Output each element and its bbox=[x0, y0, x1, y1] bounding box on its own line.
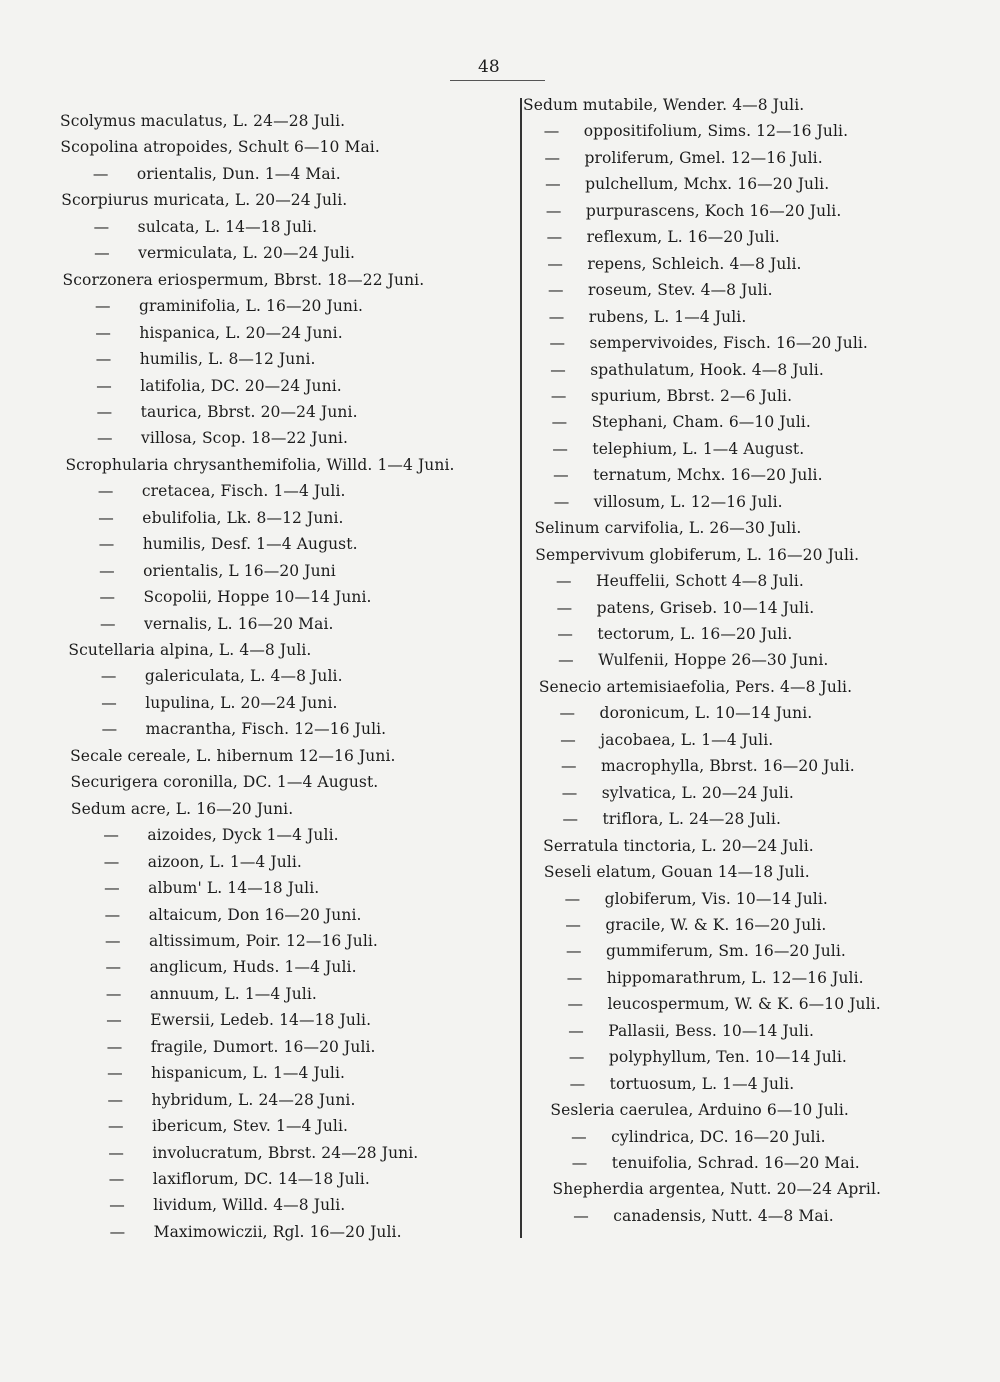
page-number-rule bbox=[450, 80, 545, 81]
entry-text: Stephani, Cham. 6—10 Juli. bbox=[591, 413, 811, 432]
entry-text: Scutellaria alpina, L. 4—8 Juli. bbox=[68, 641, 312, 659]
entry-text: Scrophularia chrysanthemifolia, Willd. 1—4 Juni. bbox=[65, 455, 455, 474]
continuation-dash: — bbox=[108, 1170, 125, 1188]
entry-text: album' L. 14—18 Juli. bbox=[148, 879, 320, 898]
continuation-dash: — bbox=[571, 1127, 587, 1146]
entry-text: lupulina, L. 20—24 Juni. bbox=[145, 693, 338, 712]
entry-text: gummiferum, Sm. 16—20 Juli. bbox=[606, 942, 846, 961]
continuation-dash: — bbox=[569, 1074, 586, 1093]
entry-text: graminifolia, L. 16—20 Juni. bbox=[138, 297, 364, 316]
entry-text: orientalis, L 16—20 Juni bbox=[143, 561, 336, 580]
continuation-dash: — bbox=[96, 376, 112, 395]
entry-text: Scolymus maculatus, L. 24—28 Juli. bbox=[60, 112, 346, 130]
entry-text: tortuosum, L. 1—4 Juli. bbox=[609, 1074, 795, 1093]
continuation-dash: — bbox=[546, 228, 563, 247]
continuation-dash: — bbox=[559, 704, 576, 723]
entry-text: laxiflorum, DC. 14—18 Juli. bbox=[152, 1170, 370, 1188]
entry-text: ibericum, Stev. 1—4 Juli. bbox=[151, 1117, 349, 1136]
entry-text: ternatum, Mchx. 16—20 Juli. bbox=[593, 466, 823, 485]
entry-text: galericulata, L. 4—8 Juli. bbox=[144, 667, 343, 686]
entry-text: taurica, Bbrst. 20—24 Juni. bbox=[140, 402, 358, 421]
list-item bbox=[71, 800, 293, 818]
continuation-dash: — bbox=[94, 297, 111, 316]
continuation-dash: — bbox=[107, 1117, 124, 1136]
list-item bbox=[543, 837, 814, 855]
entry-text: Serratula tinctoria, L. 20—24 Juli. bbox=[543, 836, 814, 855]
continuation-dash: — bbox=[551, 413, 568, 432]
page-number: 48 bbox=[478, 57, 500, 77]
entry-text: Selinum carvifolia, L. 26—30 Juli. bbox=[534, 519, 802, 538]
entry-text: hybridum, L. 24—28 Juni. bbox=[151, 1090, 356, 1109]
entry-text: Sempervivum globiferum, L. 16—20 Juli. bbox=[535, 545, 860, 564]
entry-text: ebulifolia, Lk. 8—12 Juni. bbox=[142, 508, 344, 527]
continuation-dash: — bbox=[97, 429, 113, 448]
continuation-dash: — bbox=[545, 175, 561, 194]
entry-text: Sesleria caerulea, Arduino 6—10 Juli. bbox=[550, 1101, 849, 1120]
continuation-dash: — bbox=[107, 1064, 123, 1083]
list-item bbox=[553, 1180, 882, 1198]
continuation-dash: — bbox=[567, 995, 584, 1014]
entry-text: Secale cereale, L. hibernum 12—16 Juni. bbox=[70, 746, 396, 765]
continuation-dash: — bbox=[99, 614, 116, 633]
continuation-dash: — bbox=[99, 588, 116, 607]
continuation-dash: — bbox=[573, 1206, 589, 1225]
entry-text: sulcata, L. 14—18 Juli. bbox=[137, 217, 318, 236]
continuation-dash: — bbox=[95, 350, 112, 369]
continuation-dash: — bbox=[544, 148, 561, 167]
list-item bbox=[71, 773, 379, 791]
entry-text: vernalis, L. 16—20 Mai. bbox=[143, 614, 334, 633]
list-item bbox=[70, 747, 395, 765]
entry-text: villosa, Scop. 18—22 Juni. bbox=[141, 429, 348, 448]
list-item bbox=[61, 191, 347, 209]
continuation-dash: — bbox=[101, 693, 117, 712]
continuation-dash: — bbox=[550, 360, 566, 379]
entry-text: altissimum, Poir. 12—16 Juli. bbox=[149, 931, 378, 950]
continuation-dash: — bbox=[107, 1090, 124, 1109]
continuation-dash: — bbox=[566, 968, 583, 987]
entry-text: oppositifolium, Sims. 12—16 Juli. bbox=[583, 122, 849, 141]
continuation-dash: — bbox=[568, 1021, 584, 1040]
list-item bbox=[550, 1101, 849, 1119]
entry-text: aizoon, L. 1—4 Juli. bbox=[147, 852, 302, 871]
entry-text: spurium, Bbrst. 2—6 Juli. bbox=[590, 386, 793, 405]
continuation-dash: — bbox=[96, 402, 113, 421]
entry-text: rubens, L. 1—4 Juli. bbox=[588, 307, 747, 326]
entry-text: macrantha, Fisch. 12—16 Juli. bbox=[145, 720, 387, 739]
entry-text: cylindrica, DC. 16—20 Juli. bbox=[611, 1127, 826, 1146]
entry-text: Scopolii, Hoppe 10—14 Juni. bbox=[143, 588, 372, 607]
continuation-dash: — bbox=[555, 572, 572, 591]
entry-text: globiferum, Vis. 10—14 Juli. bbox=[604, 889, 828, 908]
entry-text: telephium, L. 1—4 August. bbox=[592, 439, 805, 458]
continuation-dash: — bbox=[564, 889, 581, 908]
entry-text: Maximowiczii, Rgl. 16—20 Juli. bbox=[153, 1222, 402, 1241]
continuation-dash: — bbox=[557, 625, 573, 643]
continuation-dash: — bbox=[101, 720, 118, 739]
list-item bbox=[539, 678, 852, 696]
continuation-dash: — bbox=[553, 492, 570, 511]
entry-text: pulchellum, Mchx. 16—20 Juli. bbox=[585, 175, 830, 194]
continuation-dash: — bbox=[95, 323, 111, 342]
continuation-dash: — bbox=[545, 201, 562, 220]
entry-text: Securigera coronilla, DC. 1—4 August. bbox=[70, 773, 379, 792]
list-item bbox=[60, 112, 345, 130]
continuation-dash: — bbox=[98, 508, 114, 527]
entry-text: doronicum, L. 10—14 Juni. bbox=[599, 704, 813, 723]
entry-text: sylvatica, L. 20—24 Juli. bbox=[601, 783, 794, 802]
list-item bbox=[63, 271, 425, 289]
entry-text: macrophylla, Bbrst. 16—20 Juli. bbox=[601, 757, 855, 776]
continuation-dash: — bbox=[98, 535, 115, 554]
continuation-dash: — bbox=[105, 931, 121, 950]
continuation-dash: — bbox=[552, 439, 568, 458]
continuation-dash: — bbox=[543, 122, 560, 141]
entry-text: proliferum, Gmel. 12—16 Juli. bbox=[584, 148, 823, 167]
column-divider bbox=[520, 98, 522, 1238]
continuation-dash: — bbox=[104, 879, 120, 898]
continuation-dash: — bbox=[549, 334, 566, 353]
entry-text: latifolia, DC. 20—24 Juni. bbox=[140, 376, 342, 395]
continuation-dash: — bbox=[93, 217, 110, 236]
entry-text: orientalis, Dun. 1—4 Mai. bbox=[136, 164, 341, 183]
entry-text: aizoides, Dyck 1—4 Juli. bbox=[147, 826, 339, 845]
continuation-dash: — bbox=[560, 730, 576, 749]
entry-text: Shepherdia argentea, Nutt. 20—24 April. bbox=[552, 1180, 882, 1199]
continuation-dash: — bbox=[556, 598, 573, 617]
list-item bbox=[535, 546, 859, 564]
entry-text: sempervivoides, Fisch. 16—20 Juli. bbox=[589, 334, 868, 353]
continuation-dash: — bbox=[99, 561, 115, 580]
entry-text: cretacea, Fisch. 1—4 Juli. bbox=[141, 482, 346, 501]
entry-text: hispanicum, L. 1—4 Juli. bbox=[151, 1064, 346, 1083]
entry-text: purpurascens, Koch 16—20 Juli. bbox=[585, 201, 842, 220]
continuation-dash: — bbox=[103, 826, 119, 845]
continuation-dash: — bbox=[568, 1048, 585, 1067]
entry-text: roseum, Stev. 4—8 Juli. bbox=[588, 281, 773, 300]
entry-text: hippomarathrum, L. 12—16 Juli. bbox=[606, 968, 864, 987]
entry-text: Scopolina atropoides, Schult 6—10 Mai. bbox=[60, 138, 380, 157]
entry-text: leucospermum, W. & K. 6—10 Juli. bbox=[607, 995, 881, 1014]
continuation-dash: — bbox=[566, 942, 582, 961]
entry-text: canadensis, Nutt. 4—8 Mai. bbox=[613, 1206, 834, 1225]
continuation-dash: — bbox=[106, 1011, 122, 1030]
entry-text: gracile, W. & K. 16—20 Juli. bbox=[605, 915, 827, 934]
entry-text: Ewersii, Ledeb. 14—18 Juli. bbox=[150, 1011, 372, 1030]
continuation-dash: — bbox=[553, 466, 569, 485]
continuation-dash: — bbox=[565, 915, 581, 934]
entry-text: humilis, L. 8—12 Juni. bbox=[139, 350, 316, 369]
entry-text: triflora, L. 24—28 Juli. bbox=[602, 810, 782, 829]
entry-text: tenuifolia, Schrad. 16—20 Mai. bbox=[611, 1154, 860, 1172]
continuation-dash: — bbox=[94, 244, 110, 263]
continuation-dash: — bbox=[97, 482, 114, 501]
entry-text: tectorum, L. 16—20 Juli. bbox=[597, 625, 793, 643]
list-item bbox=[60, 138, 379, 156]
continuation-dash: — bbox=[104, 905, 121, 924]
list-item bbox=[65, 456, 454, 474]
entry-text: lividum, Willd. 4—8 Juli. bbox=[153, 1196, 346, 1215]
continuation-dash: — bbox=[109, 1222, 126, 1241]
entry-text: repens, Schleich. 4—8 Juli. bbox=[587, 254, 802, 273]
continuation-dash: — bbox=[562, 810, 579, 829]
continuation-dash: — bbox=[100, 667, 117, 686]
continuation-dash: — bbox=[105, 958, 122, 977]
entry-text: Scorpiurus muricata, L. 20—24 Juli. bbox=[61, 191, 348, 210]
continuation-dash: — bbox=[550, 386, 567, 405]
entry-text: fragile, Dumort. 16—20 Juli. bbox=[150, 1037, 376, 1056]
entry-text: Senecio artemisiaefolia, Pers. 4—8 Juli. bbox=[538, 677, 853, 696]
entry-text: Sedum acre, L. 16—20 Juni. bbox=[70, 799, 294, 818]
continuation-dash: — bbox=[561, 783, 578, 802]
continuation-dash: — bbox=[108, 1143, 124, 1162]
entry-text: anglicum, Huds. 1—4 Juli. bbox=[149, 958, 357, 977]
continuation-dash: — bbox=[106, 1037, 123, 1056]
continuation-dash: — bbox=[548, 281, 564, 300]
entry-text: reflexum, L. 16—20 Juli. bbox=[586, 228, 780, 247]
continuation-dash: — bbox=[571, 1154, 588, 1172]
entry-text: humilis, Desf. 1—4 August. bbox=[142, 535, 358, 554]
list-item bbox=[68, 641, 311, 659]
entry-text: hispanica, L. 20—24 Juni. bbox=[139, 323, 343, 342]
entry-text: Seseli elatum, Gouan 14—18 Juli. bbox=[543, 863, 810, 882]
continuation-dash: — bbox=[547, 254, 563, 273]
entry-text: spathulatum, Hook. 4—8 Juli. bbox=[590, 360, 824, 379]
list-item bbox=[535, 519, 802, 537]
continuation-dash: — bbox=[109, 1196, 125, 1215]
continuation-dash: — bbox=[92, 164, 109, 183]
entry-text: involucratum, Bbrst. 24—28 Juni. bbox=[152, 1143, 419, 1162]
entry-text: Wulfenii, Hoppe 26—30 Juni. bbox=[598, 651, 829, 670]
continuation-dash: — bbox=[548, 307, 565, 326]
continuation-dash: — bbox=[558, 651, 574, 670]
entry-text: polyphyllum, Ten. 10—14 Juli. bbox=[608, 1048, 847, 1067]
entry-text: altaicum, Don 16—20 Juni. bbox=[148, 905, 362, 924]
entry-text: jacobaea, L. 1—4 Juli. bbox=[600, 730, 774, 749]
entry-text: Sedum mutabile, Wender. 4—8 Juli. bbox=[523, 96, 805, 114]
entry-text: Scorzonera eriospermum, Bbrst. 18—22 Juni. bbox=[62, 270, 425, 289]
continuation-dash: — bbox=[561, 757, 577, 776]
entry-text: Pallasii, Bess. 10—14 Juli. bbox=[608, 1021, 814, 1040]
list-item bbox=[544, 863, 810, 881]
entry-text: annuum, L. 1—4 Juli. bbox=[149, 984, 317, 1003]
list-item bbox=[523, 96, 804, 114]
entry-text: Heuffelii, Schott 4—8 Juli. bbox=[595, 572, 804, 591]
entry-text: vermiculata, L. 20—24 Juli. bbox=[138, 244, 356, 263]
continuation-dash: — bbox=[103, 852, 120, 871]
entry-text: patens, Griseb. 10—14 Juli. bbox=[596, 598, 815, 617]
entry-text: villosum, L. 12—16 Juli. bbox=[593, 492, 783, 511]
continuation-dash: — bbox=[105, 984, 122, 1003]
